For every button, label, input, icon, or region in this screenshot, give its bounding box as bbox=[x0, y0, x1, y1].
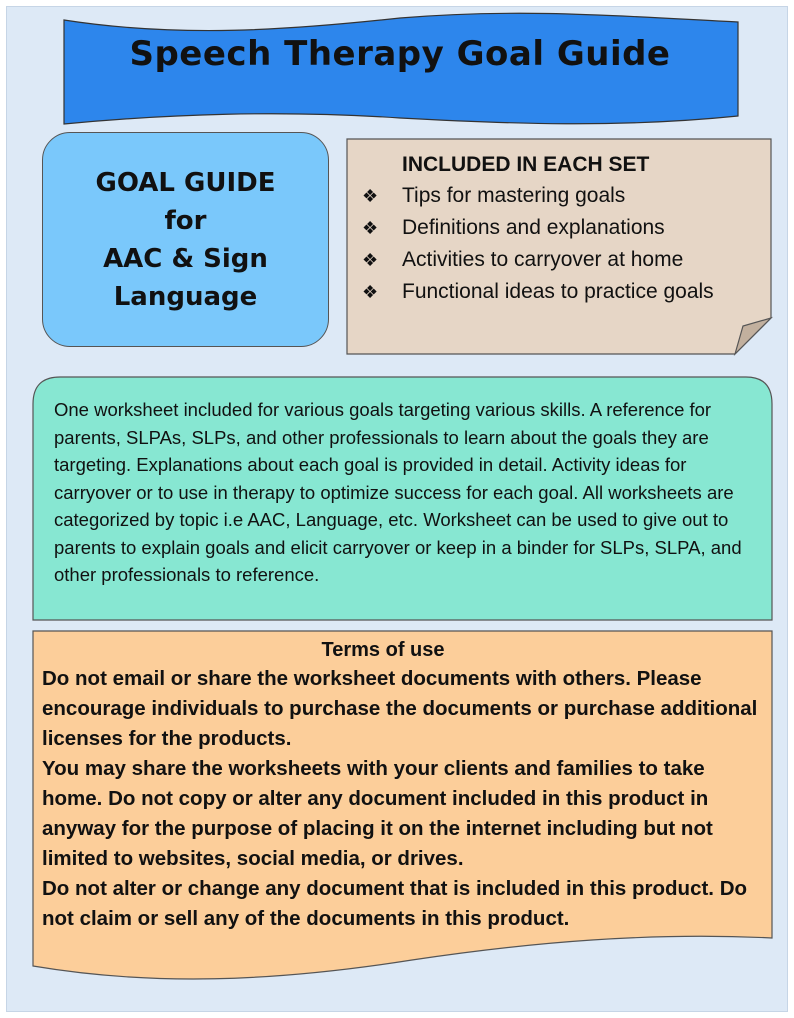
diamond-bullet-icon: ❖ bbox=[362, 250, 379, 270]
goal-guide-box bbox=[42, 132, 329, 347]
list-item bbox=[356, 276, 766, 308]
goal-guide-line: for bbox=[164, 205, 207, 236]
goal-guide-line: AAC & Sign bbox=[103, 243, 268, 274]
list-item-text: Functional ideas to practice goals bbox=[402, 280, 714, 303]
included-list-container bbox=[356, 150, 766, 308]
included-title: INCLUDED IN EACH SET bbox=[402, 153, 650, 176]
diamond-bullet-icon: ❖ bbox=[362, 218, 379, 238]
goal-guide-line: Language bbox=[113, 281, 258, 312]
list-item bbox=[356, 212, 766, 244]
diamond-bullet-icon: ❖ bbox=[362, 282, 379, 302]
terms-paragraph: Do not email or share the worksheet documents with others. Please encourage individuals to purchase the documents or purchase additional licenses for the products. bbox=[42, 667, 758, 750]
description-text: One worksheet included for various goals targeting various skills. A reference for parents, SLPAs, SLPs, and other professionals to learn about the goals they are targeting. Explanations about each goal is provided in detail. Activity ideas for carryover or to use in therapy to optimize success for each goal. All worksheets are categorized by topic i.e AAC, Language, etc. Worksheet can be used to give out to parents to explain goals and elicit carryover or keep in a binder for SLPs, SLPA, and other professionals to reference. bbox=[54, 399, 742, 585]
list-item bbox=[356, 244, 766, 276]
list-item-text: Tips for mastering goals bbox=[402, 184, 626, 207]
diamond-bullet-icon: ❖ bbox=[362, 186, 379, 206]
included-list bbox=[356, 180, 766, 308]
page-title: Speech Therapy Goal Guide bbox=[129, 34, 671, 74]
terms-paragraph: You may share the worksheets with your clients and families to take home. Do not copy or alter any document included in this product in anyway for the purpose of placing it on the internet including but not limited to websites, social media, or drives. bbox=[42, 757, 713, 870]
list-item bbox=[356, 180, 766, 212]
list-item-text: Definitions and explanations bbox=[402, 216, 665, 239]
list-item-text: Activities to carryover at home bbox=[402, 248, 684, 271]
terms-of-use bbox=[42, 636, 768, 934]
terms-paragraph: Do not alter or change any document that is included in this product. Do not claim or sell any of the documents in this product. bbox=[42, 877, 748, 930]
goal-guide-line: GOAL GUIDE bbox=[95, 167, 276, 198]
terms-title: Terms of use bbox=[321, 639, 445, 661]
